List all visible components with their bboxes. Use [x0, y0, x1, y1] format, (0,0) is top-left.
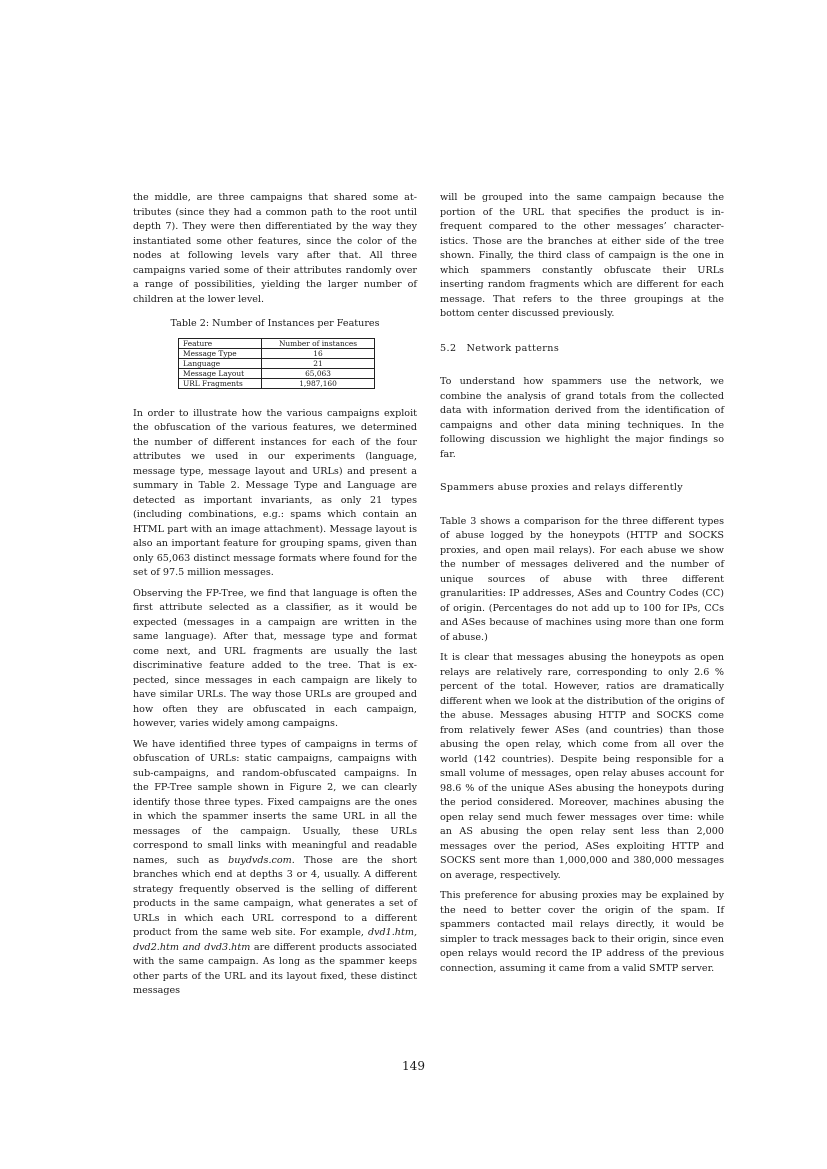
table-cell: Message Type	[179, 348, 262, 358]
emphasis: buydvds.com	[228, 854, 292, 866]
table-row	[179, 348, 375, 358]
left-column	[133, 191, 417, 1005]
table-cell: Language	[179, 358, 262, 368]
table-header-row	[179, 338, 375, 348]
subsection-heading: Spammers abuse proxies and relays differently	[440, 482, 683, 493]
text-run: We have identified three types of campaigns in terms of obfuscation of URLs: static campaigns, campaigns with sub-campaigns, and random-obfuscated campaigns. In the FP-Tree sample shown in Figure 2, we can clearly identify those three types. Fixed campaigns are the ones in which the spammer inserts the same URL in all the messages of the campaign. Usually, these URLs correspond to small links with meaningful and readable names, such as	[133, 738, 417, 866]
table-cell: URL Fragments	[179, 378, 262, 388]
table-cell: 1,987,160	[262, 378, 375, 388]
text-run: are different products associated with the same campaign. As long as the spammer keeps other parts of the URL and its layout fixed, these distinct messages	[133, 941, 417, 996]
paragraph: In order to illustrate how the various campaigns exploit the obfuscation of the various features, we determined the number of different instances for each of the four attributes we used in our experiments (language, message type, message layout and URLs) and present a summary in Table 2. Message Type and Language are detected as important invariants, as only 21 types (including combinations, e.g.: spams which contain an HTML part with an image attachment). Message layout is also an important feature for grouping spams, given than only 65,063 distinct message formats where found for the set of 97.5 million messages.	[133, 407, 417, 578]
page-number: 149	[402, 1059, 425, 1073]
table-cell: 21	[262, 358, 375, 368]
table-header-cell: Feature	[179, 338, 262, 348]
table-row	[179, 378, 375, 388]
table-row	[179, 368, 375, 378]
paragraph: Table 3 shows a comparison for the three different types of abuse logged by the honeypots (HTTP and SOCKS proxies, and open mail relays). For each abuse we show the number of messages delivered and the number of unique sources of abuse with three different granularities: IP addresses, ASes and Country Codes (CC) of origin. (Percentages do not add up to 100 for IPs, CCs and ASes because of machines using more than one form of abuse.)	[440, 515, 724, 643]
table-row	[179, 358, 375, 368]
table-cell: Message Layout	[179, 368, 262, 378]
table-header-cell: Number of instances	[262, 338, 375, 348]
table-cell: 16	[262, 348, 375, 358]
section-number: 5.2	[440, 342, 457, 354]
paragraph: will be grouped into the same campaign because the portion of the URL that specifies the product is infrequent compared to the other messages’ characteristics. Those are the branches at either side of the tree shown. Finally, the third class of campaign is the one in which spammers constantly obfuscate their URLs inserting random fragments which are different for each message. That refers to the three groupings at the bottom center discussed previously.	[440, 192, 724, 319]
paragraph: It is clear that messages abusing the honeypots as open relays are relatively rare, corresponding to only 2.6 % percent of the total. However, ratios are dramatically different when we look at the distribution of the origins of the abuse. Messages abusing HTTP and SOCKS come from relatively fewer ASes (and countries) than those abusing the open relay, which come from all over the world (142 countries). Despite being responsible for a small volume of messages, open relay abuses account for 98.6 % of the unique ASes abusing the honeypots during the period considered. Moreover, machines abusing the open relay send much fewer messages over time: while an AS abusing the open relay sent less than 2,000 messages over the period, ASes exploiting HTTP and SOCKS sent more than 1,000,000 and 380,000 messages on average, respectively.	[440, 652, 724, 881]
table-cell: 65,063	[262, 368, 375, 378]
paragraph: This preference for abusing proxies may be explained by the need to better cover the origin of the spam. If spammers contacted mail relays directly, it would be simpler to track messages back to their origin, since even open relays would record the IP address of the previous connection, assuming it came from a valid SMTP server.	[440, 890, 724, 974]
instances-table	[178, 338, 375, 389]
paragraph: To understand how spammers use the network, we combine the analysis of grand totals from the collected data with information derived from the identification of campaigns and other data mining techniques. In the following discussion we highlight the major findings so far.	[440, 376, 724, 460]
right-column	[440, 191, 724, 982]
section-heading	[440, 342, 724, 357]
text-run: . Those are the short branches which end at depths 3 or 4, usually. A different strategy frequently observed is the selling of different products in the same campaign, what generates a set of URLs in which each URL correspond to a different product from the same web site. For example,	[133, 854, 418, 938]
emphasis: dvd1.htm, dvd2.htm and dvd3.htm	[133, 927, 417, 953]
paragraph: the middle, are three campaigns that shared some attributes (since they had a common path to the root until depth 7). They were then differentiated by the way they instantiated some other features, since the color of the nodes at following levels vary after that. All three campaigns varied some of their attributes randomly over a range of possibilities, yielding the larger number of children at the lower level.	[133, 192, 417, 305]
table-caption: Table 2: Number of Instances per Features	[170, 318, 380, 329]
paragraph: Observing the FP-Tree, we find that language is often the first attribute selected as a classifier, as it would be expected (messages in a campaign are written in the same language). After that, message type and format come next, and URL fragments are usually the last discriminative feature added to the tree. That is expected, since messages in each campaign are likely to have similar URLs. The way those URLs are grouped and how often they are obfuscated in each campaign, however, varies widely among campaigns.	[133, 587, 417, 729]
paragraph	[133, 738, 417, 999]
section-title: Network patterns	[466, 342, 560, 354]
